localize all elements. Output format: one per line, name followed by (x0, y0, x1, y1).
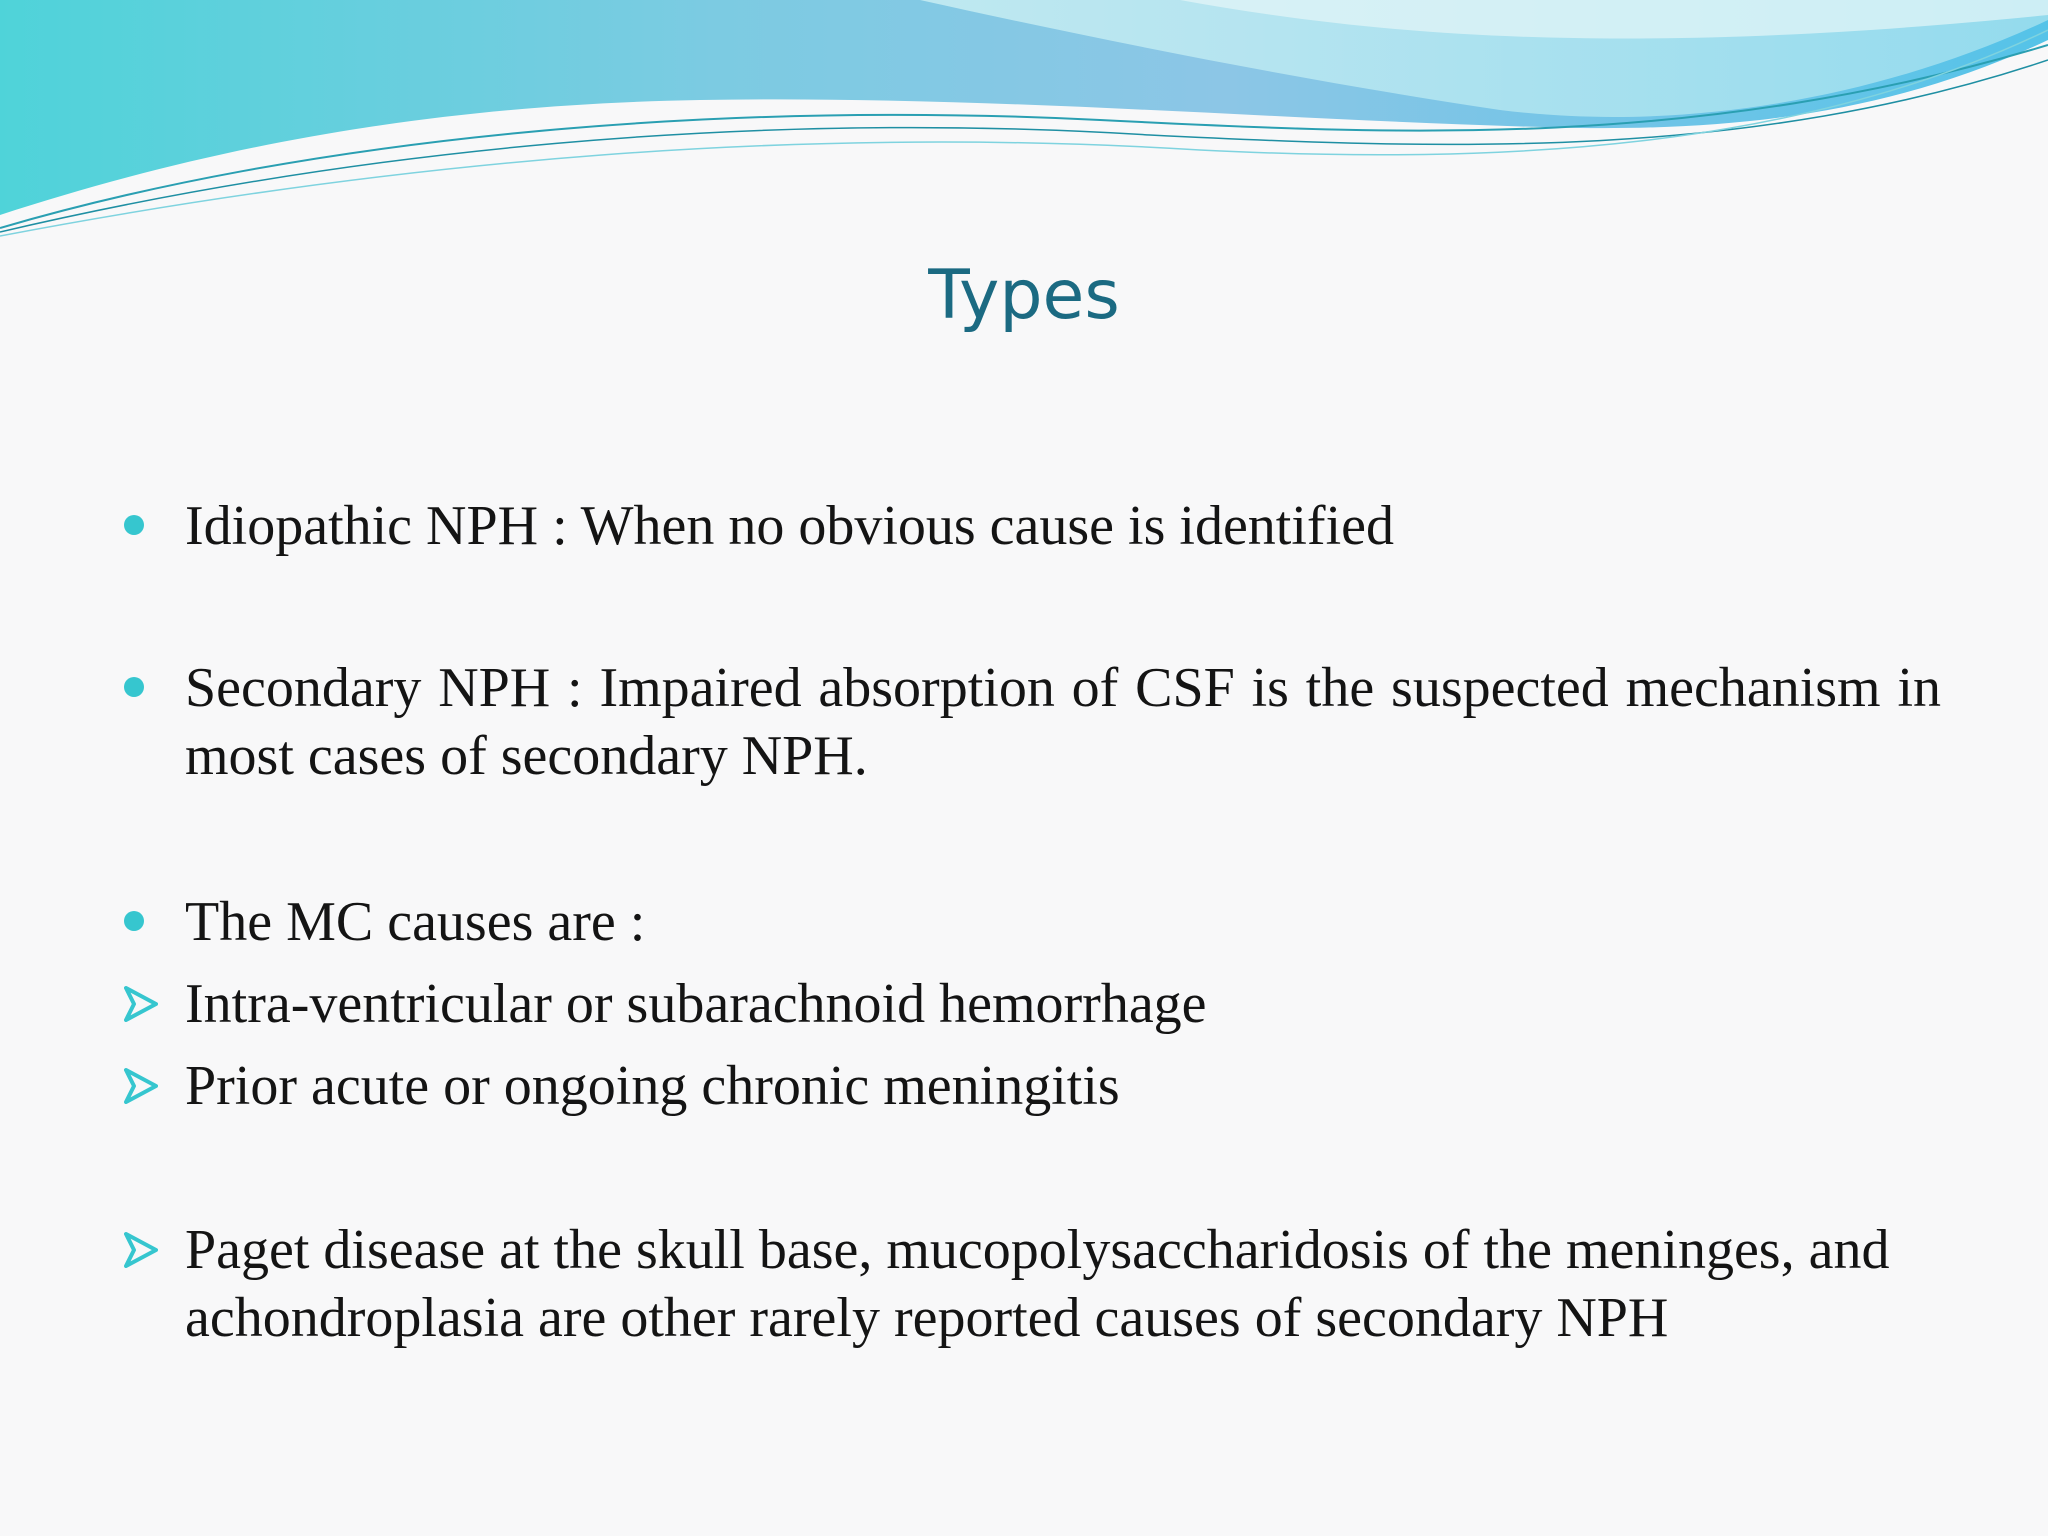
bullet-text: Idiopathic NPH : When no obvious cause is identified (185, 495, 1394, 557)
bullet-dot-icon (124, 911, 144, 931)
bullet-dot-icon (124, 677, 144, 697)
sub-bullet-text: Intra-ventricular or subarachnoid hemorrhage (185, 973, 1207, 1035)
bullet-text: The MC causes are : (185, 891, 646, 953)
header-wave-decoration (0, 0, 2048, 240)
sub-bullet-text: Prior acute or ongoing chronic meningitis (185, 1055, 1120, 1117)
bullet-dot-icon (124, 515, 144, 535)
slide-title: Types (928, 256, 1120, 335)
bullet-text: Secondary NPH : Impaired absorption of CSF is the suspected mechanism in most cases of secondary NPH. (185, 657, 1941, 787)
arrow-bullet-icon (124, 1232, 158, 1268)
arrow-bullet-icon (124, 986, 158, 1022)
arrow-bullet-icon (124, 1068, 158, 1104)
sub-bullet-text: Paget disease at the skull base, mucopolysaccharidosis of the meninges, and achondroplasia are other rarely reported causes of secondary NPH (185, 1219, 1890, 1349)
